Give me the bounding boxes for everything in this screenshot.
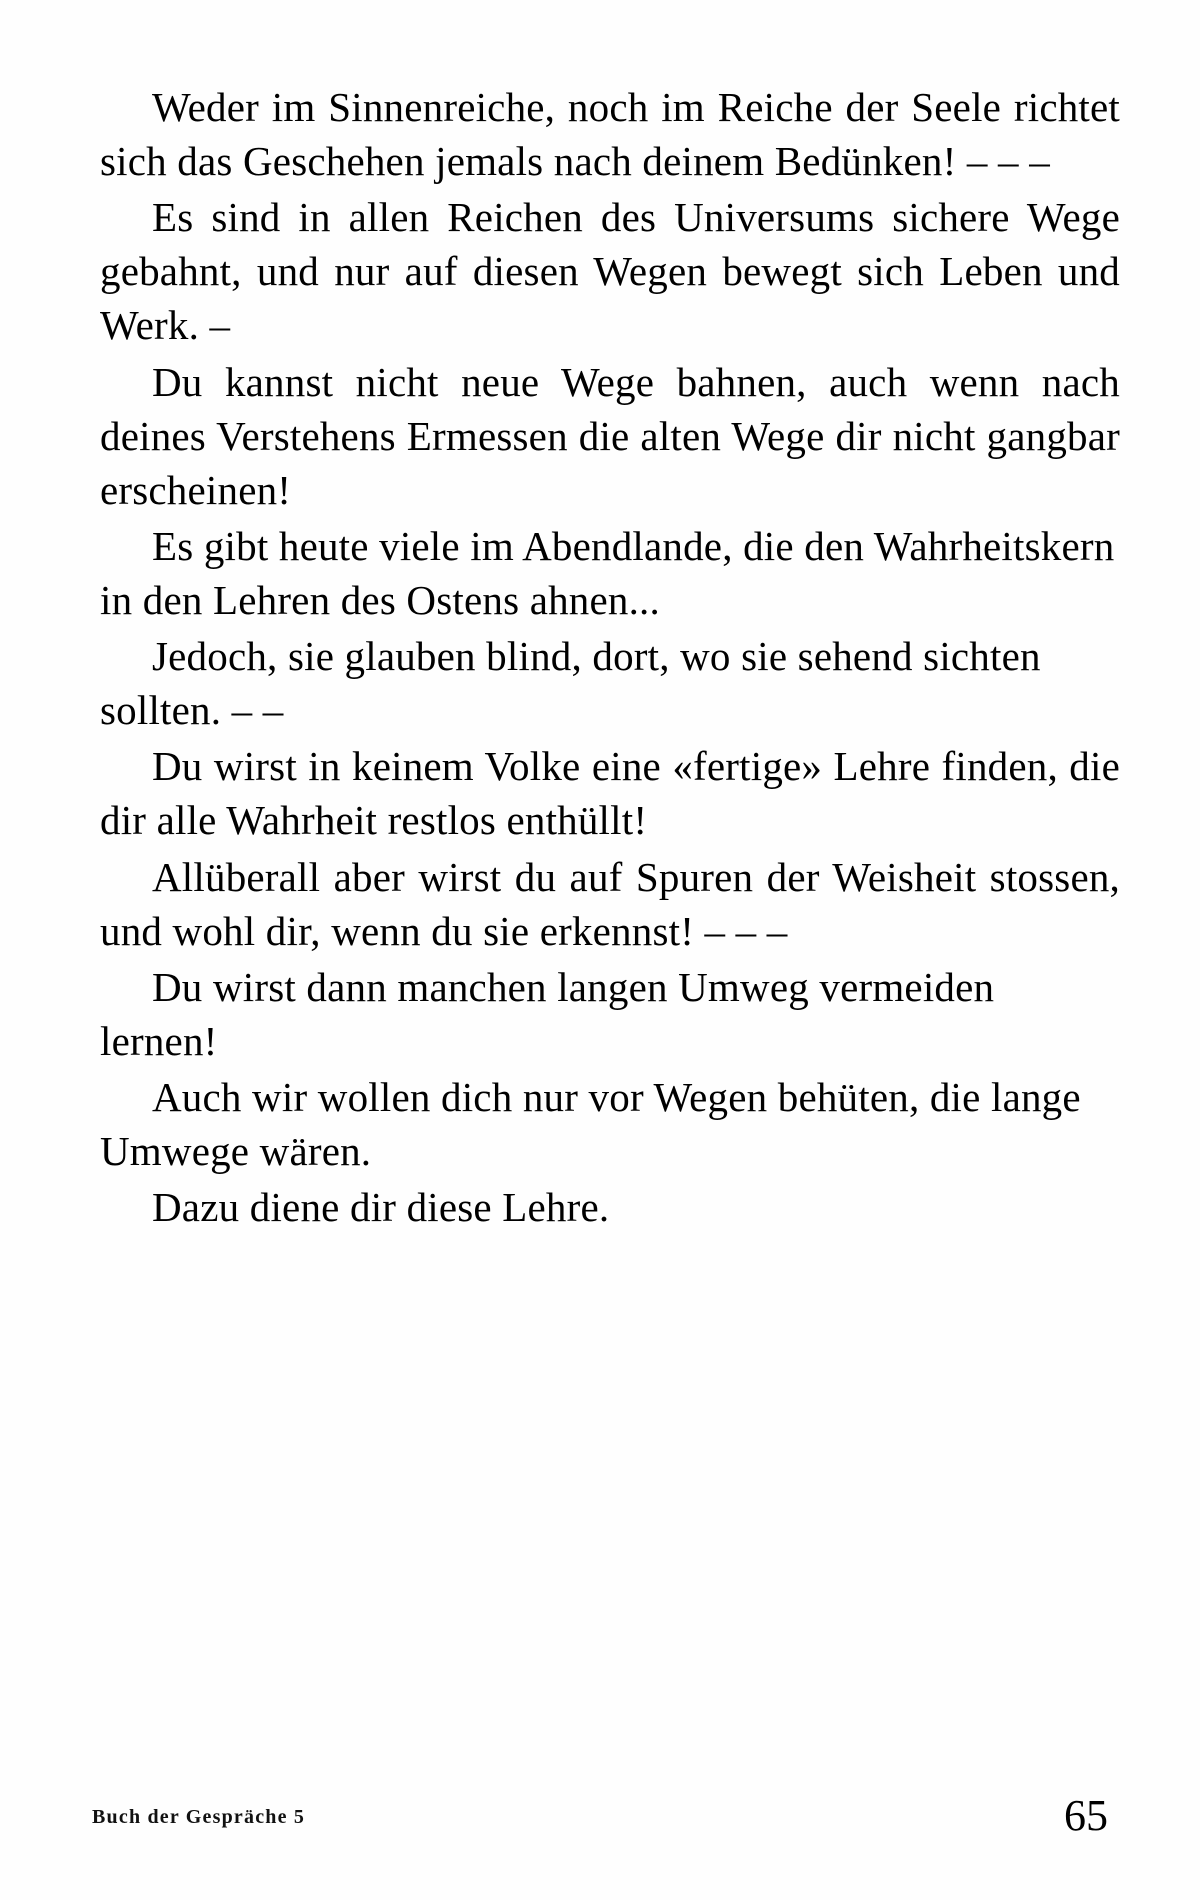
paragraph: Auch wir wollen dich nur vor Wegen behüten, die lange Umwege wären. <box>100 1073 1081 1175</box>
paragraph: Du kannst nicht neue Wege bahnen, auch wenn nach deines Verstehens Ermessen die alten Wege dir nicht gangbar erscheinen! <box>100 358 1120 513</box>
paragraph: Es sind in allen Reichen des Universums sichere Wege gebahnt, und nur auf diesen Wegen bewegt sich Leben und Werk. – <box>100 194 1120 349</box>
paragraph: Weder im Sinnenreiche, noch im Reiche der Seele richtet sich das Geschehen jemals nach deinem Bedünken! – – – <box>100 84 1120 185</box>
paragraph: Jedoch, sie glauben blind, dort, wo sie sehend sichten sollten. – – <box>100 633 1041 734</box>
paragraph: Du wirst dann manchen langen Umweg vermeiden lernen! <box>100 963 995 1064</box>
paragraph: Dazu diene dir diese Lehre. <box>152 1184 610 1231</box>
running-footer: Buch der Gespräche 5 <box>92 1806 306 1828</box>
page-number: 65 <box>1064 1791 1108 1840</box>
paragraph: Du wirst in keinem Volke eine «fertige» Lehre finden, die dir alle Wahrheit restlos enthüllt! <box>100 743 1120 844</box>
paragraph: Allüberall aber wirst du auf Spuren der Weisheit stossen, und wohl dir, wenn du sie erkennst! – – – <box>100 853 1120 954</box>
body-text <box>100 80 1120 1234</box>
page-footer <box>0 1790 1200 1850</box>
paragraph: Es gibt heute viele im Abendlande, die den Wahrheitskern in den Lehren des Ostens ahnen... <box>100 522 1115 623</box>
